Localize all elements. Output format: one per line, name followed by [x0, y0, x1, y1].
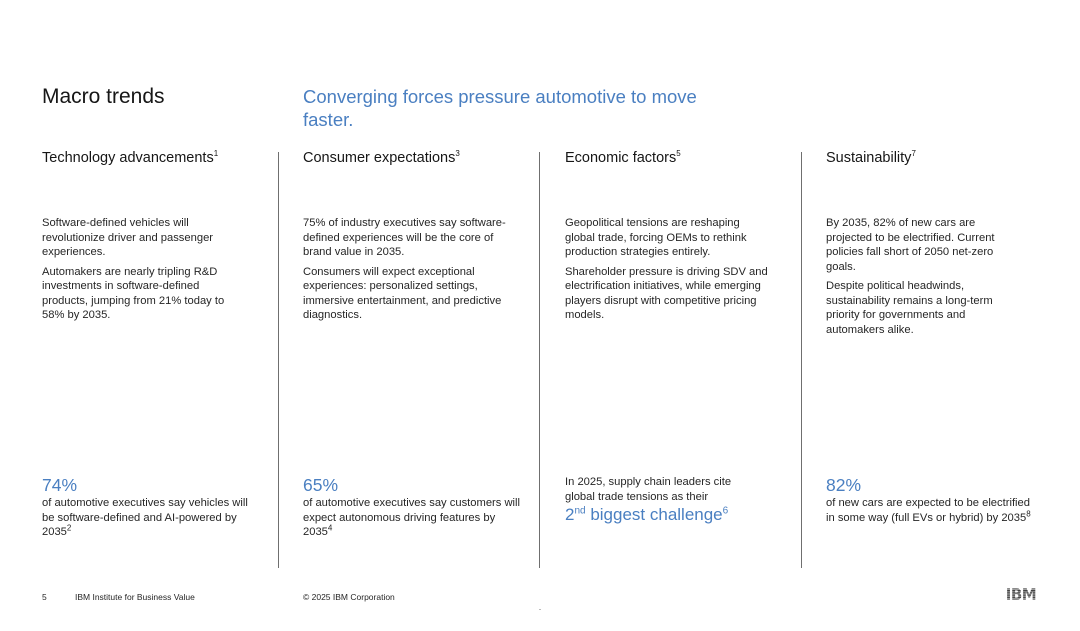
stat-value: 82% [826, 475, 862, 495]
column-technology [42, 148, 282, 328]
divider-dot [539, 609, 541, 610]
column-body [826, 216, 1066, 337]
paragraph: Despite political headwinds, sustainability remains a long-term priority for governments and automakers alike. [826, 280, 993, 336]
footer-copyright: © 2025 IBM Corporation [303, 592, 395, 602]
stat-text: In 2025, supply chain leaders cite global trade tensions as their [565, 476, 732, 503]
paragraph: Shareholder pressure is driving SDV and electrification initiatives, while emerging players disrupt with competitive pricing models. [565, 265, 768, 321]
column-body [565, 216, 805, 323]
footnote-ref: 4 [327, 523, 333, 533]
paragraph: 75% of industry executives say software-defined experiences will be the core of brand value in 2035. [303, 217, 506, 258]
stat-highlight: 2nd biggest challenge$^6$ [565, 505, 729, 524]
stat-text: of automotive executives say vehicles will be software-defined and AI-powered by 2035$^2$ [42, 497, 248, 538]
page-number: 5 [42, 592, 47, 602]
column-consumer [303, 148, 543, 328]
paragraph: Software-defined vehicles will revolutionize driver and passenger experiences. [42, 217, 214, 258]
footnote-ref: 7 [911, 149, 916, 159]
column-body [303, 216, 543, 323]
paragraph: By 2035, 82% of new cars are projected to be electrified. Current policies fall short of 2050 net-zero goals. [826, 217, 995, 273]
footnote-ref: 1 [213, 149, 219, 159]
headline: Converging forces pressure automotive to move faster. [303, 86, 697, 130]
column-title: Economic factors$^5$ [565, 149, 681, 166]
footer-institute: IBM Institute for Business Value [75, 592, 195, 602]
footnote-ref: 8 [1026, 508, 1031, 518]
paragraph: Automakers are nearly tripling R&D investments in software-defined products, jumping from 21% today to 58% by 2035. [42, 265, 225, 321]
stat-value: 65% [303, 475, 339, 495]
column-title: Technology advancements$^1$ [42, 149, 219, 166]
footnote-ref: 6 [722, 505, 729, 517]
stat-text: of new cars are expected to be electrified in some way (full EVs or hybrid) by 2035$^8$ [826, 497, 1031, 524]
paragraph: Geopolitical tensions are reshaping global trade, forcing OEMs to rethink production strategies entirely. [565, 217, 747, 258]
column-title: Consumer expectations$^3$ [303, 149, 460, 166]
ibm-logo [1002, 586, 1040, 601]
paragraph: Consumers will expect exceptional experiences: personalized settings, immersive entertainment, and predictive diagnostics. [303, 265, 502, 321]
column-sustainability [826, 148, 1066, 342]
stat-technology [42, 474, 282, 540]
footnote-ref: 3 [455, 149, 460, 159]
footnote-ref: 5 [676, 149, 681, 159]
stat-value: 74% [42, 475, 78, 495]
stat-text: of automotive executives say customers will expect autonomous driving features by 2035$^4$ [303, 497, 520, 538]
footnote-ref: 2 [66, 523, 72, 533]
column-body [42, 216, 282, 323]
stat-consumer [303, 474, 543, 540]
column-title: Sustainability$^7$ [826, 149, 916, 166]
stat-economic [565, 474, 805, 526]
stat-sustainability [826, 474, 1066, 525]
svg-text:IBM: IBM [1005, 586, 1037, 601]
column-economic [565, 148, 805, 328]
ordinal-suffix: nd [574, 505, 586, 517]
page-title: Macro trends [42, 85, 165, 108]
